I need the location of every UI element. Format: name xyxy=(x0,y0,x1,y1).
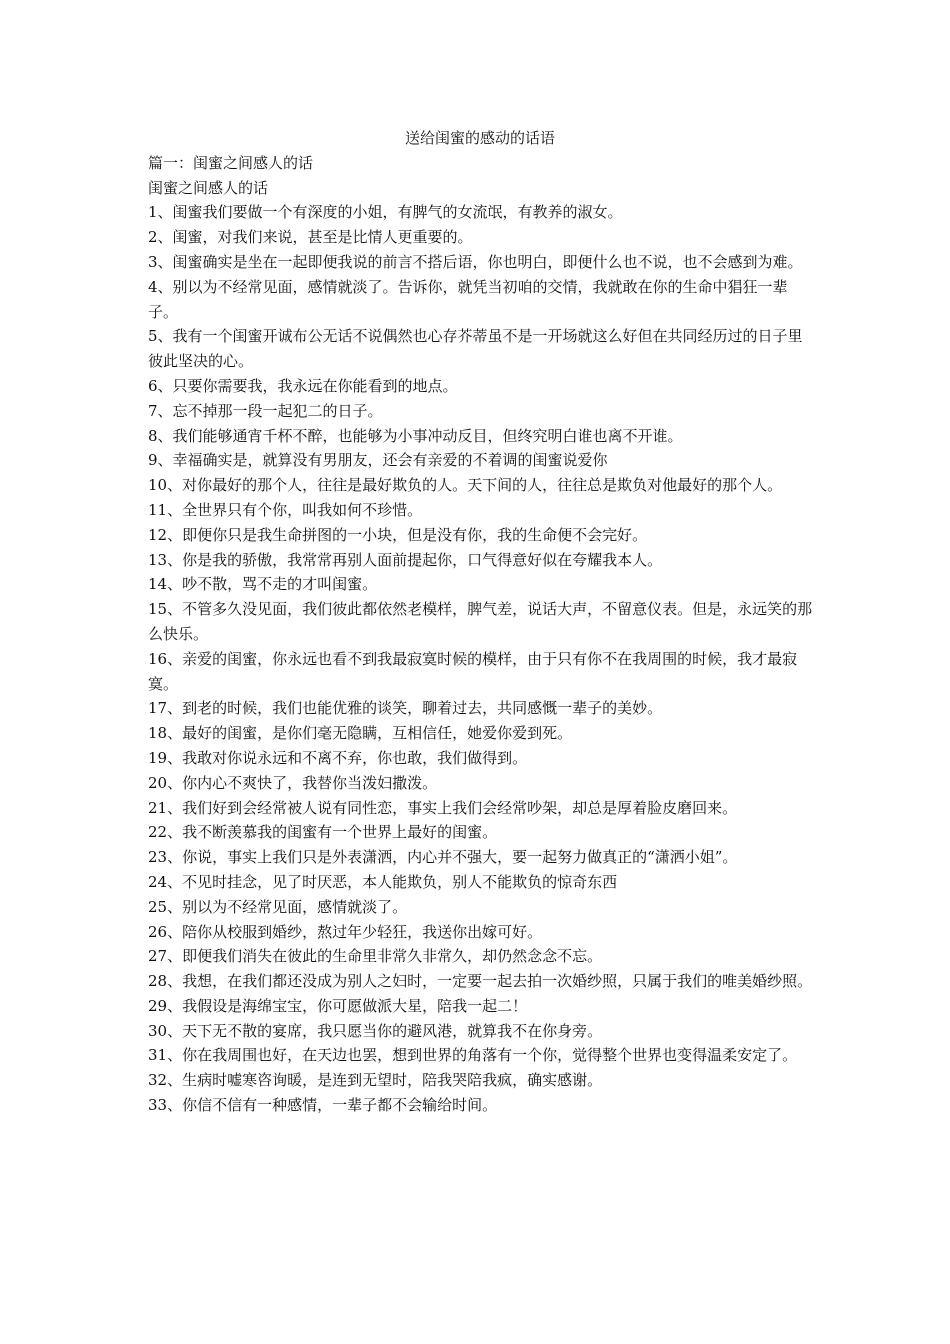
quote-item: 23、你说，事实上我们只是外表潇洒，内心并不强大，要一起努力做真正的“潇洒小姐”。 xyxy=(148,848,738,867)
subheading: 闺蜜之间感人的话 xyxy=(148,178,269,197)
quote-item: 7、忘不掉那一段一起犯二的日子。 xyxy=(148,401,383,420)
quote-item: 9、幸福确实是，就算没有男朋友，还会有亲爱的不着调的闺蜜说爱你 xyxy=(148,451,608,470)
quote-item: 18、最好的闺蜜，是你们毫无隐瞒，互相信任，她爱你爱到死。 xyxy=(148,724,573,743)
quote-list xyxy=(144,200,816,1117)
quote-item: 13、你是我的骄傲，我常常再别人面前提起你，口气得意好似在夸耀我本人。 xyxy=(148,550,663,569)
quote-item: 25、别以为不经常见面，感情就淡了。 xyxy=(148,897,408,916)
quote-item: 31、你在我周围也好，在天边也罢，想到世界的角落有一个你，觉得整个世界也变得温柔安定了。 xyxy=(148,1046,798,1065)
quote-item: 20、你内心不爽快了，我替你当泼妇撒泼。 xyxy=(148,773,438,792)
quote-item: 5、我有一个闺蜜开诚布公无话不说偶然也心存芥蒂虽不是一开场就这么好但在共同经历过的日子里彼此坚决的心。 xyxy=(148,327,803,371)
quote-item: 33、你信不信有一种感情，一辈子都不会输给时间。 xyxy=(148,1096,498,1115)
quote-item: 15、不管多久没见面，我们彼此都依然老模样，脾气差，说话大声，不留意仪表。但是，永远笑的那么快乐。 xyxy=(148,600,813,643)
quote-item: 16、亲爱的闺蜜，你永远也看不到我最寂寞时候的模样，由于只有你不在我周围的时候，我才最寂寞。 xyxy=(148,649,798,693)
quote-item: 30、天下无不散的宴席，我只愿当你的避风港，就算我不在你身旁。 xyxy=(148,1021,603,1040)
quote-item: 3、闺蜜确实是坐在一起即便我说的前言不搭后语，你也明白，即便什么也不说，也不会感到为难。 xyxy=(148,252,803,271)
quote-item: 12、即便你只是我生命拼图的一小块，但是没有你，我的生命便不会完好。 xyxy=(148,525,648,544)
quote-item: 24、不见时挂念，见了时厌恶，本人能欺负，别人不能欺负的惊奇东西 xyxy=(148,872,618,891)
quote-item: 6、只要你需要我，我永远在你能看到的地点。 xyxy=(148,376,458,395)
quote-item: 11、全世界只有个你，叫我如何不珍惜。 xyxy=(148,500,423,519)
quote-item: 17、到老的时候，我们也能优雅的谈笑，聊着过去，共同感慨一辈子的美妙。 xyxy=(148,699,663,718)
quote-item: 21、我们好到会经常被人说有同性恋，事实上我们会经常吵架，却总是厚着脸皮磨回来。 xyxy=(148,798,738,817)
quote-item: 26、陪你从校服到婚纱，熬过年少轻狂，我送你出嫁可好。 xyxy=(148,922,543,941)
quote-item: 22、我不断羡慕我的闺蜜有一个世界上最好的闺蜜。 xyxy=(148,823,498,842)
section-heading: 篇一：闺蜜之间感人的话 xyxy=(148,153,314,172)
quote-item: 2、闺蜜，对我们来说，甚至是比情人更重要的。 xyxy=(148,228,473,247)
document-body xyxy=(144,126,816,1118)
quote-item: 1、闺蜜我们要做一个有深度的小姐，有脾气的女流氓，有教养的淑女。 xyxy=(148,203,623,222)
quote-item: 4、别以为不经常见面，感情就淡了。告诉你，就凭当初咱的交情，我就敢在你的生命中猖狂一辈子。 xyxy=(148,277,788,321)
document-title: 送给闺蜜的感动的话语 xyxy=(404,129,555,147)
quote-item: 28、我想，在我们都还没成为别人之妇时，一定要一起去拍一次婚纱照，只属于我们的唯美婚纱照。 xyxy=(148,972,813,991)
quote-item: 27、即便我们消失在彼此的生命里非常久非常久，却仍然念念不忘。 xyxy=(148,947,603,966)
quote-item: 19、我敢对你说永远和不离不弃，你也敢，我们做得到。 xyxy=(148,748,528,767)
quote-item: 32、生病时嘘寒咨询暖，是连到无望时，陪我哭陪我疯，确实感谢。 xyxy=(148,1071,603,1090)
quote-item: 8、我们能够通宵千杯不醉，也能够为小事冲动反目，但终究明白谁也离不开谁。 xyxy=(148,426,683,445)
quote-item: 10、对你最好的那个人，往往是最好欺负的人。天下间的人，往往总是欺负对他最好的那个人。 xyxy=(148,476,783,495)
quote-item: 14、吵不散，骂不走的才叫闺蜜。 xyxy=(148,575,378,594)
quote-item: 29、我假设是海绵宝宝，你可愿做派大星，陪我一起二！ xyxy=(148,996,528,1015)
